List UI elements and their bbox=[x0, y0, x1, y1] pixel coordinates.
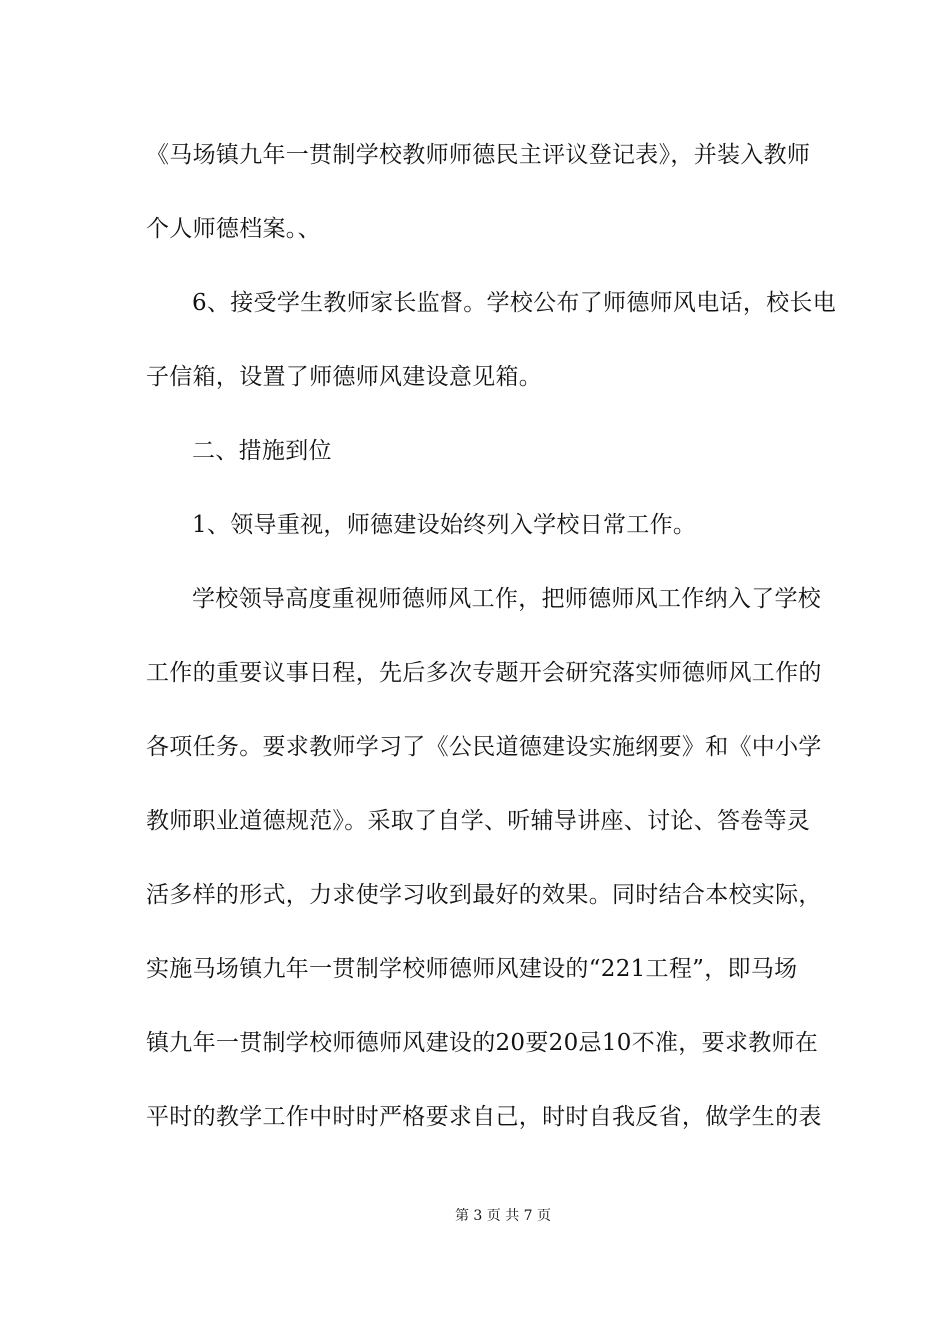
page-footer bbox=[0, 1206, 950, 1226]
section-heading: 二、措施到位 bbox=[192, 438, 332, 464]
text-line: 教师职业道德规范》。采取了自学、听辅导讲座、讨论、答卷等灵 bbox=[146, 808, 811, 834]
text-line: 工作的重要议事日程，先后多次专题开会研究落实师德师风工作的 bbox=[146, 660, 822, 686]
document-body bbox=[146, 118, 837, 1154]
text-line: 个人师德档案。、 bbox=[146, 216, 321, 242]
text-line: 镇九年一贯制学校师德师风建设的20要20忌10不准，要求教师在 bbox=[146, 1030, 819, 1056]
text-line: 各项任务。要求教师学习了《公民道德建设实施纲要》和《中小学 bbox=[146, 734, 822, 760]
text-line: 平时的教学工作中时时严格要求自己，时时自我反省，做学生的表 bbox=[146, 1104, 822, 1130]
text-line: 6、接受学生教师家长监督。学校公布了师德师风电话，校长电 bbox=[192, 290, 837, 316]
text-line: 学校领导高度重视师德师风工作，把师德师风工作纳入了学校 bbox=[192, 586, 822, 612]
text-line: 实施马场镇九年一贯制学校师德师风建设的“221工程”，即马场 bbox=[146, 956, 798, 982]
text-line: 子信箱，设置了师德师风建设意见箱。 bbox=[146, 364, 543, 390]
page-number: 第 3 页 共 7 页 bbox=[454, 1208, 552, 1224]
text-line: 活多样的形式，力求使学习收到最好的效果。同时结合本校实际， bbox=[146, 882, 822, 908]
subsection-heading: 1、领导重视，师德建设始终列入学校日常工作。 bbox=[192, 512, 697, 538]
text-line: 《马场镇九年一贯制学校教师师德民主评议登记表》，并装入教师 bbox=[146, 142, 811, 168]
